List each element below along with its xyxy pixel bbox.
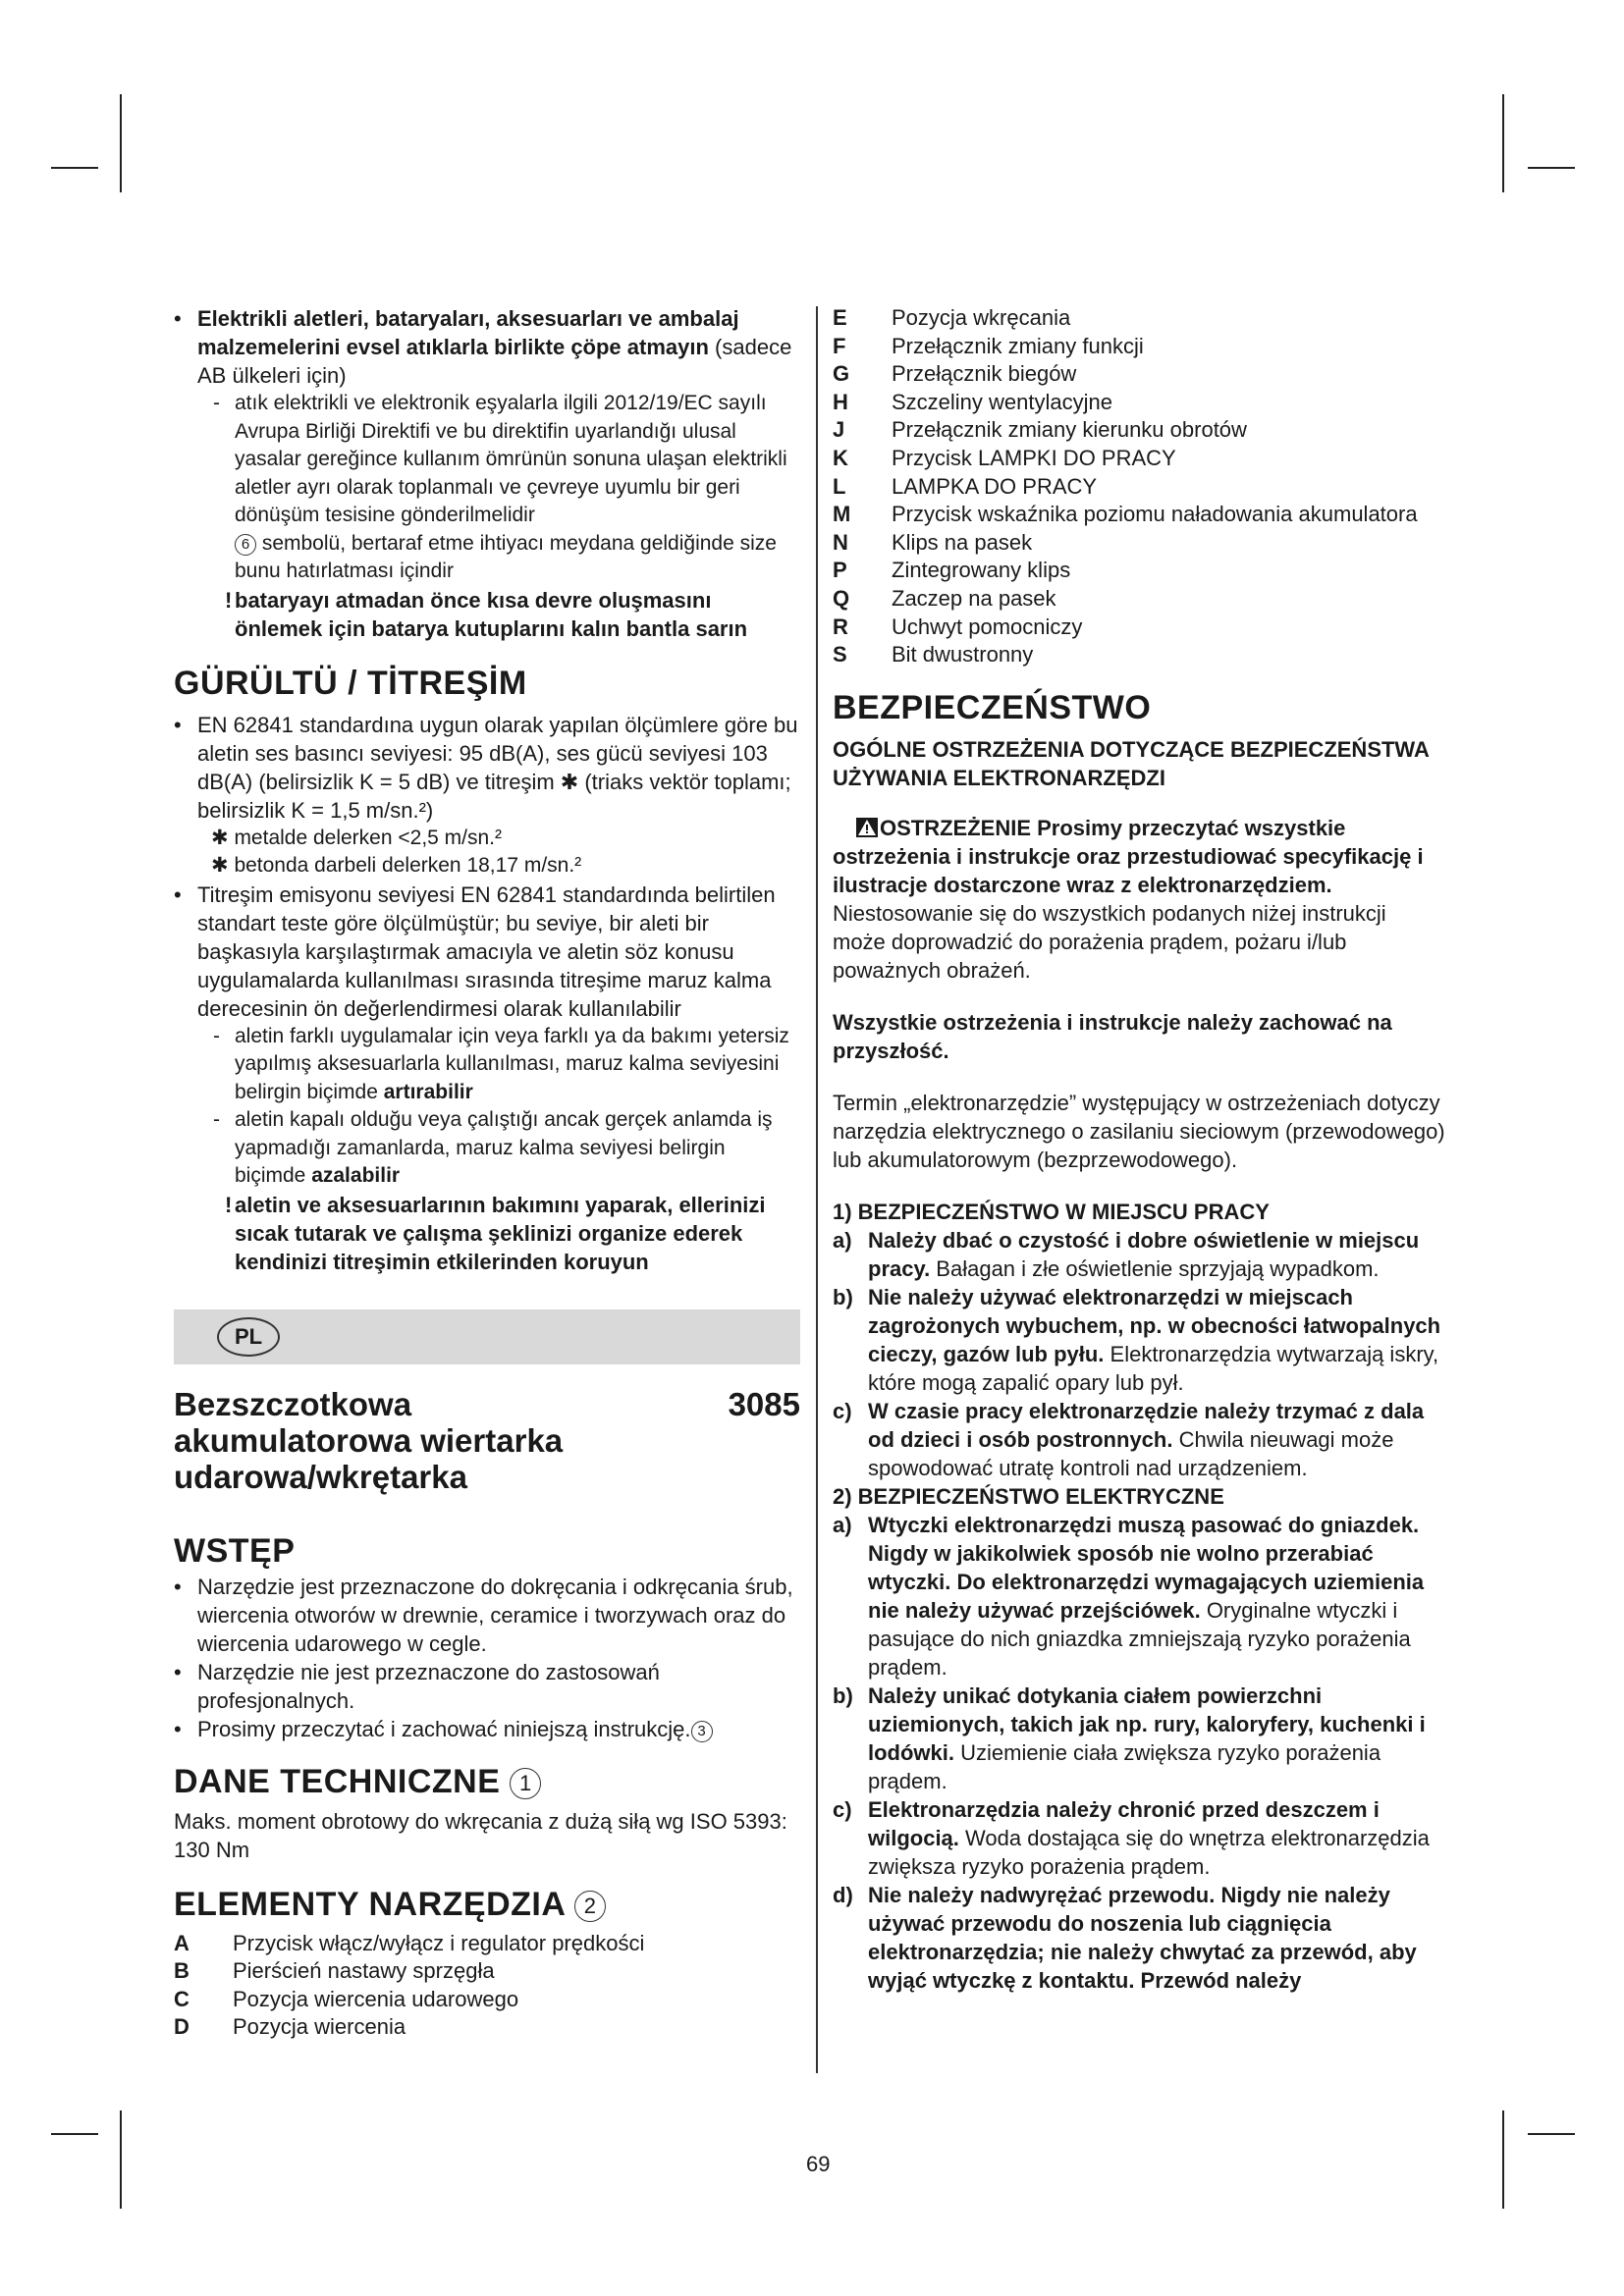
safety-item: c) Elektronarzędzia należy chronić przed deszczem i wilgocią. Woda dostająca się do wnętrza elektronarzędzia zwiększa ryzyko porażenia prądem. <box>833 1796 1430 1879</box>
right-column <box>833 304 1455 1995</box>
product-header <box>174 1386 800 1495</box>
model-number: 3085 <box>728 1385 800 1422</box>
recycling-sub-item: - atık elektrikli ve elektronik eşyalarla ilgili 2012/19/EC sayılı Avrupa Birliği Direktifi ve bu direktifin uyarlandığı ulusal yasalar gereğince kullanım ömrünün sonuna ulaşan elektrikli aletler ayrı olarak toplanmalı ve çevreye uyumlu bir geri dönüşüm tesisine gönderilmelidir 6 sembolü, bertaraf etme ihtiyacı meydana geldiğinde size bunu hatırlatması içindir <box>213 392 787 582</box>
list-item: M Przycisk wskaźnika poziomu naładowania akumulatora <box>833 502 1418 527</box>
page-number: 69 <box>806 2152 831 2176</box>
vibration-sub-item: - aletin kapalı olduğu veya çalıştığı ancak gerçek anlamda iş yapmadığı zamanlarda, maruz kalma seviyesi belirgin biçimde azalabilir <box>213 1108 773 1187</box>
keep-instructions: Wszystkie ostrzeżenia i instrukcje należy zachować na przyszłość. <box>833 1009 1392 1063</box>
recycle-bin-symbol-icon: 6 <box>235 534 256 556</box>
vibration-metal: ✱ metalde delerken <2,5 m/sn.² <box>211 826 502 849</box>
vibration-warning: ! aletin ve aksesuarlarının bakımını yaparak, ellerinizi sıcak tutarak ve çalışma şeklinizi organize ederek kendinizi titreşimin etkilerinden koruyun <box>225 1192 766 1274</box>
list-item: L LAMPKA DO PRACY <box>833 473 1098 499</box>
crop-mark <box>120 2110 122 2209</box>
intro-bullet: • Narzędzie nie jest przeznaczone do zastosowań profesjonalnych. <box>174 1659 660 1713</box>
safety-item: b) Należy unikać dotykania ciałem powierzchni uziemionych, takich jak np. rury, kaloryfery, kuchenki i lodówki. Uziemienie ciała zwiększa ryzyko porażenia prądem. <box>833 1682 1426 1793</box>
list-item: G Przełącznik biegów <box>833 361 1077 387</box>
list-item: D Pozycja wiercenia <box>174 2014 406 2039</box>
safety-item: b) Nie należy używać elektronarzędzi w miejscach zagrożonych wybuchem, np. w obecności łatwopalnych cieczy, gazów lub pyłu. Elektronarzędzia wytwarzają iskry, które mogą zapalić opary lub pył. <box>833 1284 1441 1395</box>
crop-mark <box>51 2133 98 2135</box>
crop-mark <box>1528 2133 1575 2135</box>
figure-reference-icon: 2 <box>574 1891 606 1922</box>
vibration-sub-item: - aletin farklı uygulamalar için veya farklı ya da bakımı yetersiz yapılmış aksesuarlarla kullanılması, maruz kalma seviyesini belirgin biçimde artırabilir <box>213 1024 789 1103</box>
general-warning: OSTRZEŻENIE Prosimy przeczytać wszystkie ostrzeżenia i instrukcje oraz przestudiować specyfikację i ilustracje dostarczone wraz z elektronarzędziem. Niestosowanie się do wszystkich podanych niżej instrukcji może doprowadzić do porażenia prądem, pożaru i/lub poważnych obrażeń. <box>833 815 1424 983</box>
vibration-bullet: • Titreşim emisyonu seviyesi EN 62841 standardında belirtilen standart teste göre ölçülmüştür; bu seviye, bir aleti bir başkasıyla karşılaştırmak amacıyla ve aletin söz konusu uygulamalarda kullanılması sırasında titreşime maruz kalma derecesinin ön değerlendirmesi olarak kullanılabilir <box>174 881 776 1021</box>
asterisk-icon: ✱ <box>211 826 235 849</box>
list-item: C Pozycja wiercenia udarowego <box>174 1986 519 2011</box>
warning-triangle-icon <box>856 818 878 837</box>
safety-item: a) Wtyczki elektronarzędzi muszą pasować do gniazdek. Nigdy w jakikolwiek sposób nie wolno przerabiać wtyczki. Do elektronarzędzi wymagających uziemienia nie należy używać przejściówek. Oryginalne wtyczki i pasujące do nich gniazdka zmniejszają ryzyko porażenia prądem. <box>833 1512 1425 1680</box>
elements-list <box>174 1930 800 2042</box>
list-item: E Pozycja wkręcania <box>833 305 1071 330</box>
list-item: F Przełącznik zmiany funkcji <box>833 333 1144 358</box>
safety-heading: BEZPIECZEŃSTWO <box>833 688 1152 726</box>
book-symbol-icon: 3 <box>691 1721 713 1742</box>
tech-heading: DANE TECHNICZNE 1 <box>174 1763 800 1801</box>
list-item: B Pierścień nastawy sprzęgła <box>174 1958 495 1983</box>
crop-mark <box>51 167 98 169</box>
vibration-concrete: ✱ betonda darbeli delerken 18,17 m/sn.² <box>211 854 582 877</box>
list-item: K Przycisk LAMPKI DO PRACY <box>833 445 1176 470</box>
safety-item: d) Nie należy nadwyrężać przewodu. Nigdy nie należy używać przewodu do noszenia lub ciągnięcia elektronarzędzia; nie należy chwytać za przewód, aby wyjąć wtyczkę z kontaktu. Przewód należy <box>833 1882 1417 1993</box>
battery-warning: ! bataryayı atmadan önce kısa devre oluşmasını önlemek için batarya kutuplarını kalın bantla sarın <box>225 587 748 641</box>
list-item: S Bit dwustronny <box>833 642 1034 667</box>
recycling-bullet: • Elektrikli aletleri, bataryaları, aksesuarları ve ambalaj malzemelerini evsel atıklarla birlikte çöpe atmayın (sadece AB ülkeleri için) <box>174 306 792 388</box>
intro-bullet: • Prosimy przeczytać i zachować niniejszą instrukcję. 3 <box>174 1715 800 1743</box>
crop-mark <box>1502 2110 1504 2209</box>
crop-mark <box>120 94 122 192</box>
list-item: J Przełącznik zmiany kierunku obrotów <box>833 417 1247 443</box>
figure-reference-icon: 1 <box>510 1768 541 1799</box>
list-item: P Zintegrowany klips <box>833 558 1071 583</box>
product-title: Bezszczotkowa akumulatorowa wiertarka udarowa/wkrętarka <box>174 1385 564 1495</box>
elements-list-continued <box>833 304 1455 669</box>
list-item: R Uchwyt pomocniczy <box>833 614 1083 639</box>
list-item: A Przycisk włącz/wyłącz i regulator prędkości <box>174 1930 645 1955</box>
intro-bullet: • Narzędzie jest przeznaczone do dokręcania i odkręcania śrub, wiercenia otworów w drewnie, ceramice i tworzywach oraz do wiercenia udarowego w cegle. <box>174 1574 793 1656</box>
column-divider <box>816 306 818 2073</box>
crop-mark <box>1502 94 1504 192</box>
elements-heading: ELEMENTY NARZĘDZIA 2 <box>174 1886 800 1924</box>
work-area-heading: 1) BEZPIECZEŃSTWO W MIEJSCU PRACY <box>833 1199 1270 1224</box>
crop-mark <box>1528 167 1575 169</box>
list-item: N Klips na pasek <box>833 529 1033 555</box>
asterisk-icon: ✱ <box>211 854 235 877</box>
list-item: Q Zaczep na pasek <box>833 585 1056 611</box>
electrical-safety-heading: 2) BEZPIECZEŃSTWO ELEKTRYCZNE <box>833 1483 1224 1509</box>
term-definition: Termin „elektronarzędzie” występujący w ostrzeżeniach dotyczy narzędzia elektrycznego o zasilaniu sieciowym (przewodowego) lub akumulatorowym (bezprzewodowego). <box>833 1090 1445 1172</box>
list-item: H Szczeliny wentylacyjne <box>833 389 1112 414</box>
noise-bullet: • EN 62841 standardına uygun olarak yapılan ölçümlere göre bu aletin ses basıncı seviyesi: 95 dB(A), ses gücü seviyesi 103 dB(A) (belirsizlik K = 5 dB) ve titreşim ✱ (triaks vektör toplamı; belirsizlik K = 1,5 m/sn.²) <box>174 712 798 823</box>
tech-text: Maks. moment obrotowy do wkręcania z dużą siłą wg ISO 5393: 130 Nm <box>174 1808 787 1862</box>
safety-item: c) W czasie pracy elektronarzędzie należy trzymać z dala od dzieci i osób postronnych. Chwila nieuwagi może spowodować utratę kontroli nad urządzeniem. <box>833 1398 1425 1480</box>
language-bar <box>174 1309 800 1364</box>
language-badge: PL <box>217 1317 280 1357</box>
left-column <box>174 304 800 2042</box>
noise-heading: GÜRÜLTÜ / TİTREŞİM <box>174 664 527 702</box>
safety-item: a) Należy dbać o czystość i dobre oświetlenie w miejscu pracy. Bałagan i złe oświetlenie sprzyjają wypadkom. <box>833 1227 1420 1281</box>
safety-subtitle: OGÓLNE OSTRZEŻENIA DOTYCZĄCE BEZPIECZEŃSTWA UŻYWANIA ELEKTRONARZĘDZI <box>833 736 1430 790</box>
intro-heading: WSTĘP <box>174 1531 296 1570</box>
